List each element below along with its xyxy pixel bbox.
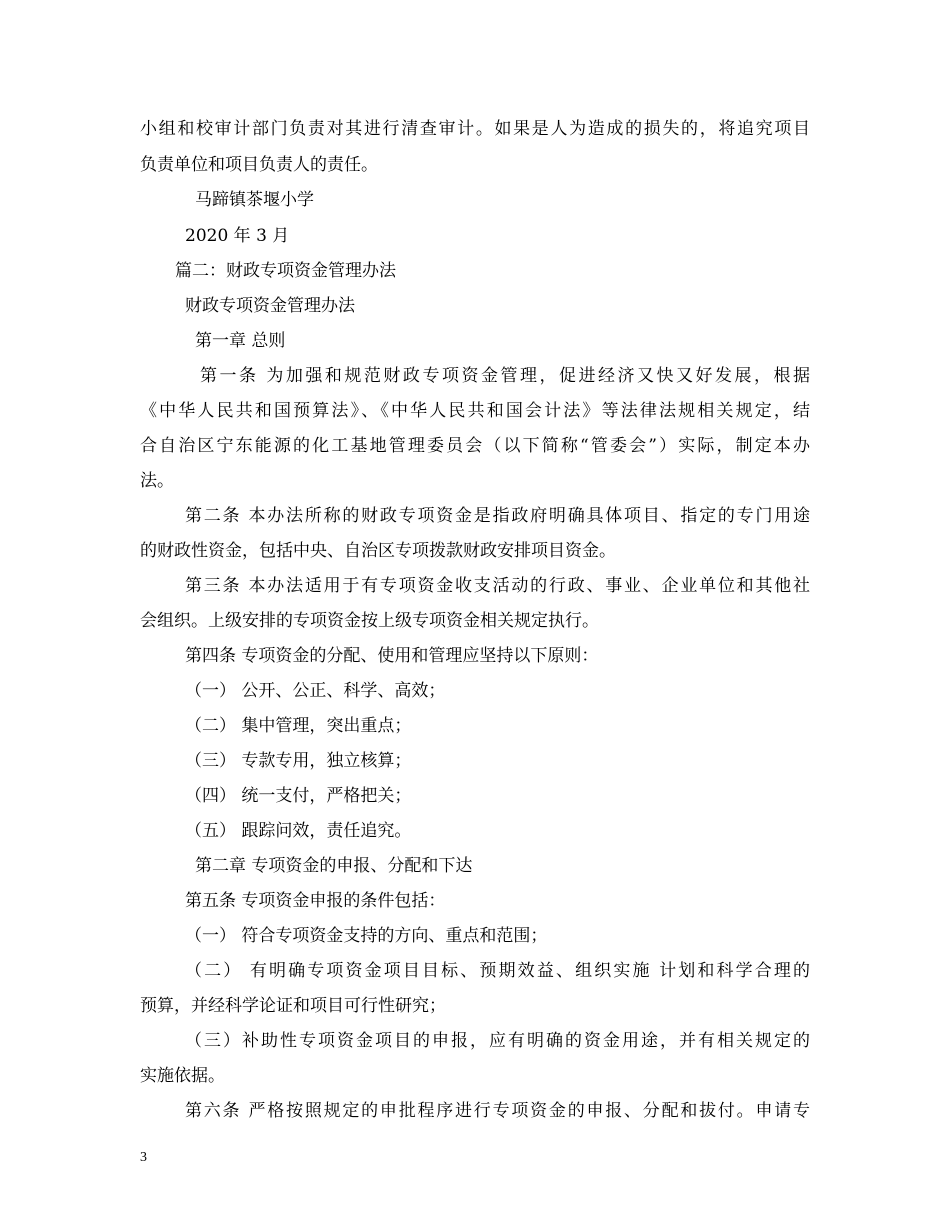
list-item: （二） 集中管理，突出重点；	[185, 716, 412, 736]
document-title: 财政专项资金管理办法	[185, 296, 355, 316]
article-line: 第二条 本办法所称的财政专项资金是指政府明确具体项目、指定的专门用途	[185, 506, 810, 526]
chapter-heading: 第二章 专项资金的申报、分配和下达	[195, 856, 473, 876]
article-line: 第六条 严格按照规定的申批程序进行专项资金的申报、分配和拔付。申请专	[185, 1101, 810, 1121]
article-line: 《中华人民共和国预算法》、《中华人民共和国会计法》等法律法规相关规定，结	[140, 401, 810, 421]
article-line: 第一条 为加强和规范财政专项资金管理，促进经济又快又好发展，根据	[200, 366, 810, 386]
article-line: 会组织。上级安排的专项资金按上级专项资金相关规定执行。	[140, 611, 599, 631]
list-item: （四） 统一支付，严格把关；	[185, 786, 412, 806]
page-number: 3	[140, 1150, 147, 1165]
text-line: 小组和校审计部门负责对其进行清查审计。如果是人为造成的损失的，将追究项目	[140, 119, 810, 139]
article-line: 的财政性资金，包括中央、自治区专项拨款财政安排项目资金。	[140, 541, 616, 561]
signature-school: 马蹄镇茶堰小学	[195, 190, 314, 210]
list-item: （三） 专款专用，独立核算；	[185, 751, 412, 771]
list-item: （一） 符合专项资金支持的方向、重点和范围；	[185, 926, 548, 946]
text-line: 负责单位和项目负责人的责任。	[140, 155, 378, 175]
article-line: 合自治区宁东能源的化工基地管理委员会（以下简称“管委会”）实际，制定本办	[140, 436, 810, 456]
list-item: （五） 跟踪问效，责任追究。	[185, 821, 412, 841]
article-line: 第三条 本办法适用于有专项资金收支活动的行政、事业、企业单位和其他社	[185, 576, 810, 596]
list-item: （一） 公开、公正、科学、高效；	[185, 681, 446, 701]
list-item-continuation: 实施依据。	[140, 1066, 225, 1086]
list-item: （三）补助性专项资金项目的申报，应有明确的资金用途，并有相关规定的	[185, 1031, 810, 1051]
section-title: 篇二：财政专项资金管理办法	[175, 261, 396, 281]
signature-date: 2020 年 3 月	[185, 226, 290, 246]
article-line: 第五条 专项资金申报的条件包括：	[185, 891, 446, 911]
chapter-heading: 第一章 总则	[195, 331, 286, 351]
list-item: （二） 有明确专项资金项目目标、预期效益、组织实施 计划和科学合理的	[185, 961, 810, 981]
article-line: 法。	[140, 471, 174, 491]
article-line: 第四条 专项资金的分配、使用和管理应坚持以下原则：	[185, 646, 599, 666]
list-item-continuation: 预算，并经科学论证和项目可行性研究；	[140, 996, 446, 1016]
